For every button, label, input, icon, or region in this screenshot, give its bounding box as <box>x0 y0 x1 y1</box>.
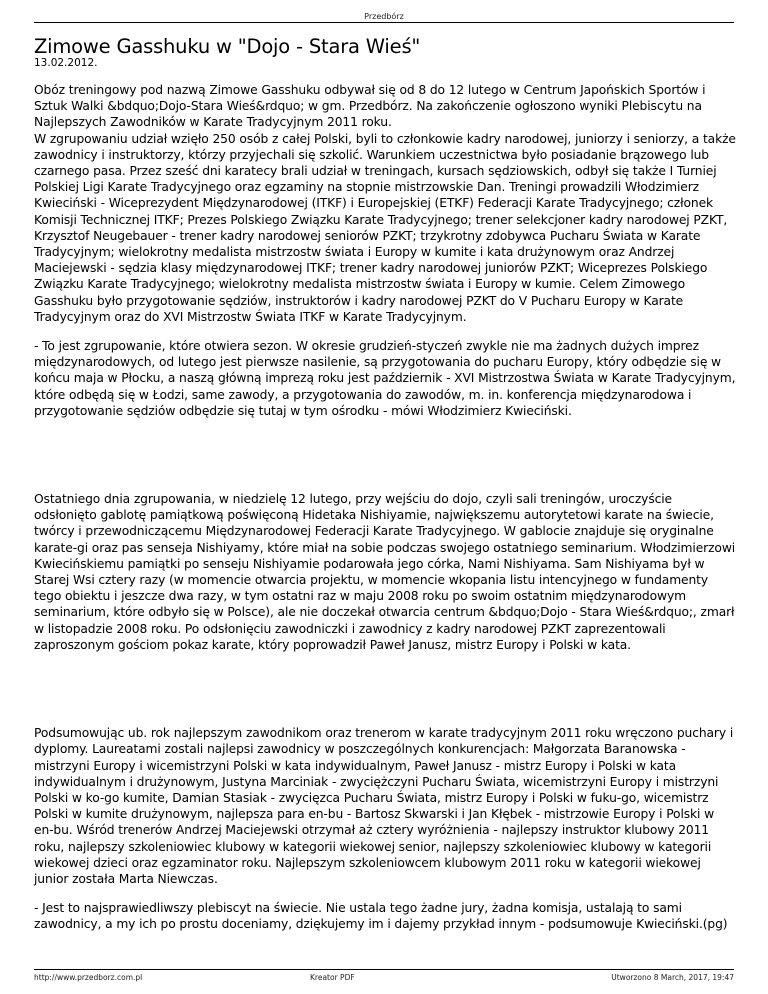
article-paragraph: - To jest zgrupowanie, które otwiera sezon. W okresie grudzień-styczeń zwykle nie ma żadnych dużych imprez międzynarodowych, od lutego jest pierwsze nasilenie, są przygotowania do pucharu Europy, który odbędzie się w końcu maja w Płocku, a naszą główną imprezą roku jest październik - XVI Mistrzostwa Świata w Karate Tradycyjnym, które odbędą się w Łodzi, same zawody, a przygotowania do zawodów, m. in. konferencja międzynarodowa i przygotowanie sędziów odbędzie się tutaj w tym ośrodku - mówi Włodzimierz Kwieciński. <box>34 339 736 418</box>
article-date: 13.02.2012. <box>34 57 98 69</box>
page-header: Przedbórz <box>364 12 404 21</box>
article-paragraph: W zgrupowaniu udział wzięło 250 osób z całej Polski, byli to członkowie kadry narodowej, juniorzy i seniorzy, a także zawodnicy i instruktorzy, którzy przyjechali się szkolić. Warunkiem uczestnictwa było posiadanie brązowego lub czarnego pasa. Przez sześć dni karatecy brali udział w treningach, kursach sędziowskich, odbył się także I Turniej Polskiej Ligi Karate Tradycyjnego oraz egzaminy na stopnie mistrzowskie Dan. Treningi prowadzili Włodzimierz Kwieciński - Wiceprezydent Międzynarodowej (ITKF) i Europejskiej (ETKF) Federacji Karate Tradycyjnego; członek Komisji Technicznej ITKF; Prezes Polskiego Związku Karate Tradycyjnego; trener selekcjoner kadry narodowej PZKT, Krzysztof Neugebauer - trener kadry narodowej seniorów PZKT; trzykrotny zdobywca Pucharu Świata w Karate Tradycyjnym; wielokrotny medalista mistrzostw świata i Europy w kumite i kata drużynowym oraz Andrzej Maciejewski - sędzia klasy międzynarodowej ITKF; trener kadry narodowej juniorów PZKT; Wiceprezes Polskiego Związku Karate Tradycyjnego; wielokrotny medalista mistrzostw świata i Europy w kumie. Celem Zimowego Gasshuku było przygotowanie sędziów, instruktorów i kadry narodowej PZKT do V Pucharu Europy w Karate Tradycyjnym oraz do XVI Mistrzostw Świata ITKF w Karate Tradycyjnym. <box>34 131 736 324</box>
footer-divider <box>34 969 734 970</box>
article-paragraph: Ostatniego dnia zgrupowania, w niedzielę 12 lutego, przy wejściu do dojo, czyli sali treningów, uroczyście odsłonięto gablotę pamiątkową poświęconą Hidetaka Nishiyamie, największemu autorytetowi karate na świecie, twórcy i przewodniczącemu Międzynarodowej Federacji Karate Tradycyjnego. W gablocie znajduje się oryginalne karate-gi oraz pas senseja Nishiyamy, które miał na sobie podczas swojego ostatniego seminarium. Włodzimierzowi Kwiecińskiemu pamiątki po senseju Nishiyamie podarowała jego córka, Nami Nishiyama. Sam Nishiyama był w Starej Wsi cztery razy (w momencie otwarcia projektu, w momencie wkopania listu intencyjnego w fundamenty tego obiektu i jeszcze dwa razy, w tym ostatni raz w maju 2008 roku po swoim ostatnim międzynarodowym seminarium, które odbyło się w Polsce), ale nie doczekał otwarcia centrum &bdquo;Dojo - Stara Wieś&rdquo;, zmarł w listopadzie 2008 roku. Po odsłonięciu zawodniczki i zawodnicy z kadry narodowej PZKT zaprezentowali zaproszonym gościom pokaz karate, który poprowadził Paweł Janusz, mistrz Europy i Polski w kata. <box>34 492 736 652</box>
footer-creator: Kreator PDF <box>310 973 355 982</box>
article-body <box>34 82 737 933</box>
footer-url-link[interactable]: http://www.przedborz.com.pl <box>34 973 143 982</box>
header-divider <box>34 22 734 23</box>
article-paragraph: Podsumowując ub. rok najlepszym zawodnikom oraz trenerom w karate tradycyjnym 2011 roku wręczono puchary i dyplomy. Laureatami zostali najlepsi zawodnicy w poszczególnych konkurencjach: Małgorzata Baranowska - mistrzyni Europy i wicemistrzyni Polski w kata indywidualnym, Paweł Janusz - mistrz Europy i Polski w kata indywidualnym i drużynowym, Justyna Marciniak - zwyciężczyni Pucharu Świata, wicemistrzyni Europy i mistrzyni Polski w ko-go kumite, Damian Stasiak - zwycięzca Pucharu Świata, mistrz Europy i Polski w fuku-go, wicemistrz Polski w kumite drużynowym, najlepsza para en-bu - Bartosz Skwarski i Jan Kłębek - mistrzowie Europy i Polski w en-bu. Wśród trenerów Andrzej Maciejewski otrzymał aż cztery wyróżnienia - najlepszy instruktor klubowy 2011 roku, najlepszy szkoleniowiec klubowy w kategorii wiekowej senior, najlepszy szkoleniowiec klubowy w kategorii wiekowej dzieci oraz egzaminator roku. Najlepszym szkoleniowcem klubowym 2011 roku w kategorii wiekowej junior została Marta Niewczas. <box>34 726 734 886</box>
article-paragraph: - Jest to najsprawiedliwszy plebiscyt na świecie. Nie ustala tego żadne jury, żadna komisja, ustalają to sami zawodnicy, a my ich po prostu doceniamy, dziękujemy im i dajemy przykład innym - podsumowuje Kwieciński.(pg) <box>34 901 728 932</box>
article-paragraph: Obóz treningowy pod nazwą Zimowe Gasshuku odbywał się od 8 do 12 lutego w Centrum Japońskich Sportów i Sztuk Walki &bdquo;Dojo-Stara Wieś&rdquo; w gm. Przedbórz. Na zakończenie ogłoszono wyniki Plebiscytu na Najlepszych Zawodników w Karate Tradycyjnym 2011 roku. <box>34 83 706 130</box>
footer-created-date: Utworzono 8 March, 2017, 19:47 <box>611 973 734 982</box>
article-title: Zimowe Gasshuku w "Dojo - Stara Wieś" <box>34 35 421 58</box>
